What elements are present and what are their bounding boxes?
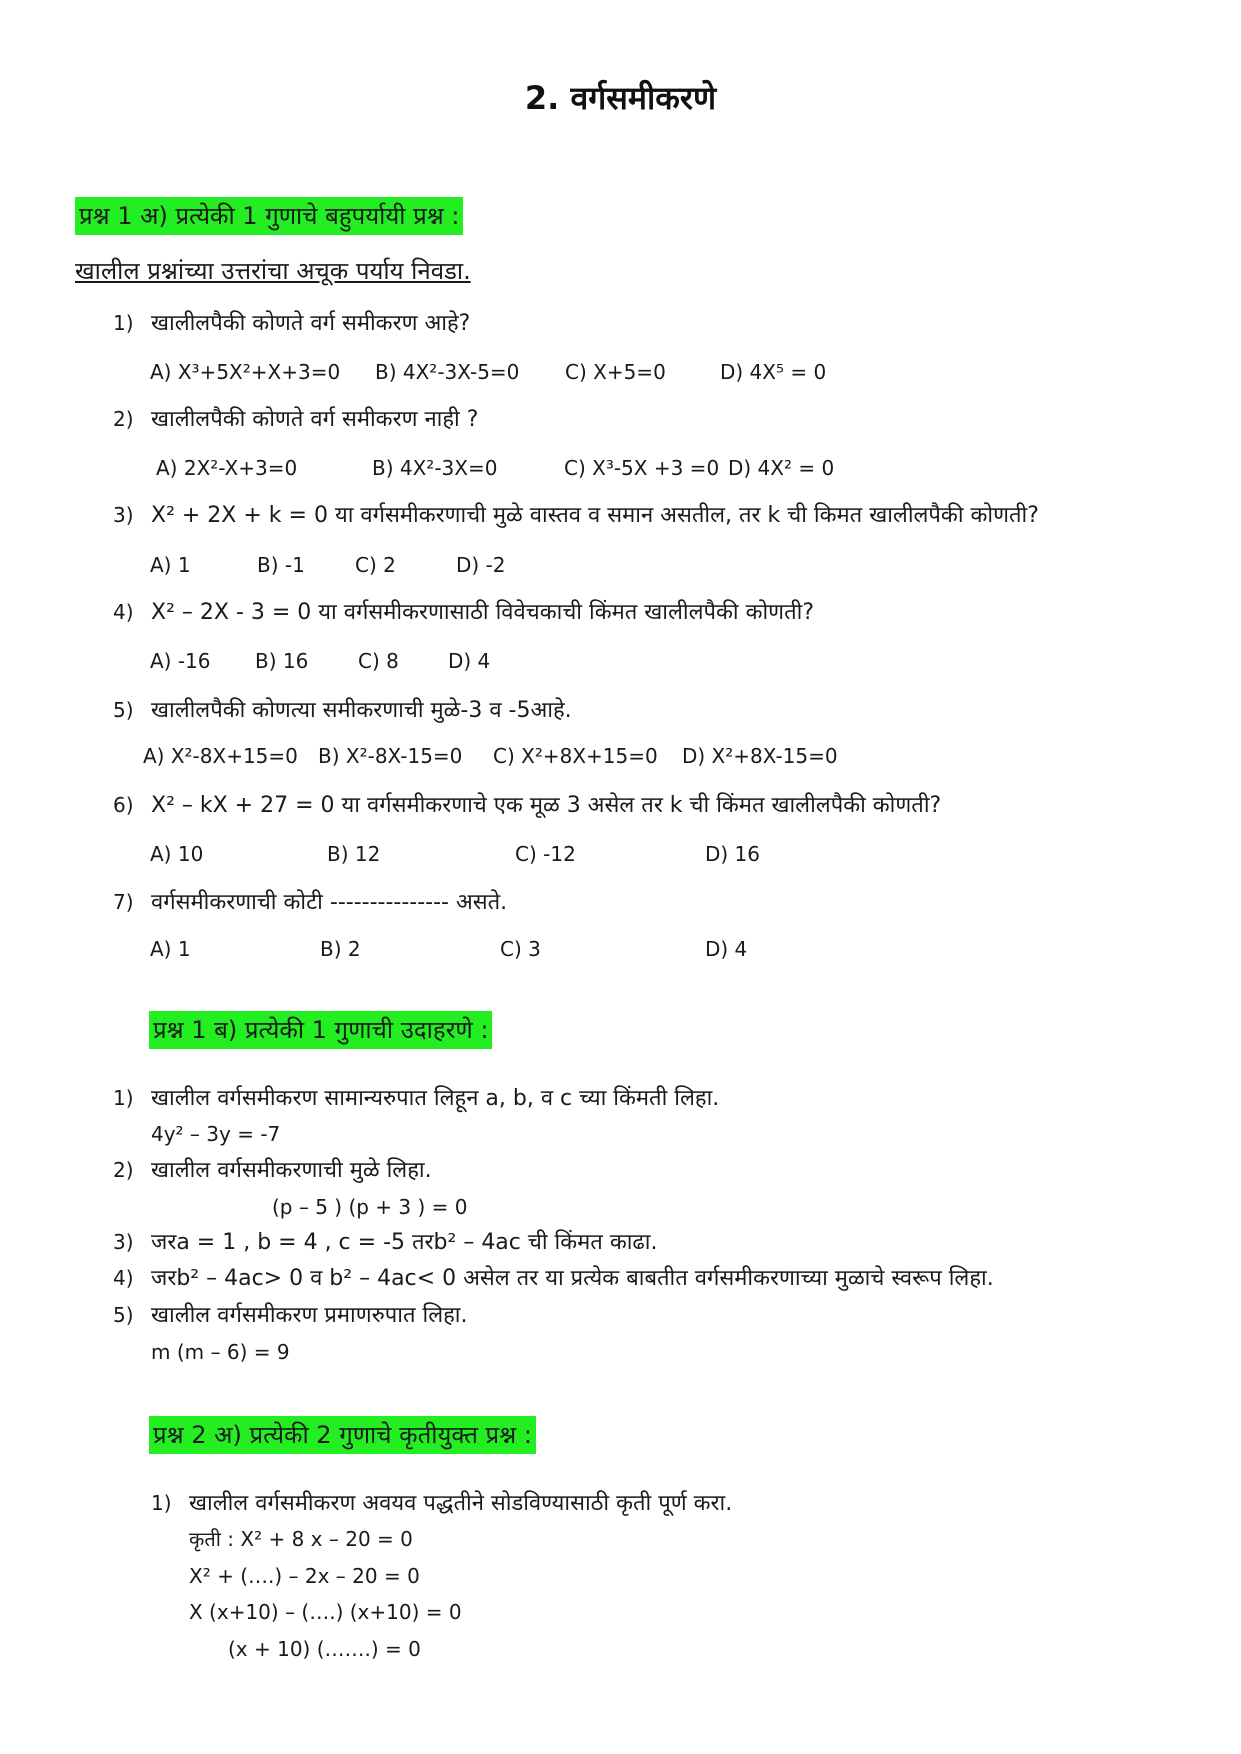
- question-1b-4: [113, 1263, 994, 1294]
- section-heading-2a: प्रश्न 2 अ) प्रत्येकी 2 गुणाचे कृतीयुक्त प्रश्न :: [149, 1416, 536, 1454]
- option-a: A) 10: [150, 842, 204, 866]
- question-text: खालील वर्गसमीकरण अवयव पद्धतीने सोडविण्यासाठी कृती पूर्ण करा.: [189, 1491, 733, 1516]
- question-text: खालील वर्गसमीकरणाची मुळे लिहा.: [151, 1158, 432, 1183]
- question-text: X² – 2X - 3 = 0 या वर्गसमीकरणासाठी विवेचकाची किंमत खालीलपैकी कोणती?: [151, 600, 815, 625]
- option-c: C) X³-5X +3 =0: [564, 456, 720, 480]
- option-c: C) X+5=0: [565, 360, 666, 384]
- question-1b-2: [113, 1155, 432, 1186]
- question-expression: 4y² – 3y = -7: [151, 1122, 281, 1146]
- activity-line-4: (x + 10) (…….) = 0: [228, 1637, 421, 1661]
- option-c: C) -12: [515, 842, 576, 866]
- question-1a-1: [113, 308, 470, 339]
- option-a: A) X²-8X+15=0: [143, 744, 298, 768]
- option-d: D) X²+8X-15=0: [682, 744, 838, 768]
- option-c: C) 3: [500, 937, 541, 961]
- question-number: 2): [113, 407, 134, 431]
- question-expression: m (m – 6) = 9: [151, 1340, 290, 1364]
- option-c: C) 2: [355, 553, 396, 577]
- question-text: X² + 2X + k = 0 या वर्गसमीकरणाची मुळे वास्तव व समान असतील, तर k ची किमत खालीलपैकी कोणती?: [151, 503, 1039, 528]
- option-a: A) -16: [150, 649, 211, 673]
- question-text: जरb² – 4ac> 0 व b² – 4ac< 0 असेल तर या प्रत्येक बाबतीत वर्गसमीकरणाच्या मुळाचे स्वरूप लिहा.: [151, 1266, 994, 1291]
- activity-line-1: कृती : X² + 8 x – 20 = 0: [189, 1527, 413, 1551]
- option-d: D) 4X² = 0: [728, 456, 835, 480]
- option-b: B) 16: [255, 649, 309, 673]
- instruction: खालील प्रश्नांच्या उत्तरांचा अचूक पर्याय निवडा.: [75, 257, 471, 285]
- option-d: D) 4X⁵ = 0: [720, 360, 827, 384]
- question-text: खालील वर्गसमीकरण प्रमाणरुपात लिहा.: [151, 1303, 468, 1328]
- question-1a-7: [113, 887, 507, 918]
- question-number: 4): [113, 600, 134, 624]
- question-text: वर्गसमीकरणाची कोटी --------------- असते.: [151, 890, 508, 915]
- option-b: B) 12: [327, 842, 381, 866]
- question-number: 3): [113, 503, 134, 527]
- question-number: 7): [113, 890, 134, 914]
- question-2a-1: [151, 1488, 732, 1519]
- question-1a-3: [113, 500, 1039, 531]
- question-1b-5: [113, 1300, 468, 1331]
- option-d: D) -2: [456, 553, 506, 577]
- question-1a-6: [113, 790, 941, 821]
- question-1a-5: [113, 695, 572, 726]
- option-d: D) 4: [705, 937, 748, 961]
- question-number: 1): [113, 1086, 134, 1110]
- option-b: B) 4X²-3X=0: [372, 456, 498, 480]
- option-d: D) 4: [448, 649, 491, 673]
- option-a: A) X³+5X²+X+3=0: [150, 360, 341, 384]
- question-1b-1: [113, 1083, 719, 1114]
- option-a: A) 1: [150, 937, 191, 961]
- option-c: C) X²+8X+15=0: [493, 744, 658, 768]
- option-a: A) 1: [150, 553, 191, 577]
- option-b: B) 2: [320, 937, 361, 961]
- question-1a-4: [113, 597, 814, 628]
- question-number: 1): [151, 1491, 172, 1515]
- question-text: खालीलपैकी कोणत्या समीकरणाची मुळे-3 व -5आहे.: [151, 698, 572, 723]
- question-1a-2: [113, 404, 478, 435]
- question-number: 5): [113, 698, 134, 722]
- option-b: B) -1: [257, 553, 305, 577]
- question-number: 3): [113, 1230, 134, 1254]
- question-number: 1): [113, 311, 134, 335]
- question-number: 6): [113, 793, 134, 817]
- question-text: जरa = 1 , b = 4 , c = -5 तरb² – 4ac ची किंमत काढा.: [151, 1230, 658, 1255]
- page-title: 2. वर्गसमीकरणे: [524, 79, 717, 117]
- option-b: B) X²-8X-15=0: [318, 744, 463, 768]
- question-number: 4): [113, 1266, 134, 1290]
- question-expression: (p – 5 ) (p + 3 ) = 0: [272, 1195, 468, 1219]
- section-heading-1b: प्रश्न 1 ब) प्रत्येकी 1 गुणाची उदाहरणे :: [149, 1011, 492, 1049]
- option-c: C) 8: [358, 649, 399, 673]
- section-heading-1a: प्रश्न 1 अ) प्रत्येकी 1 गुणाचे बहुपर्यायी प्रश्न :: [75, 197, 463, 235]
- option-b: B) 4X²-3X-5=0: [375, 360, 520, 384]
- question-number: 2): [113, 1158, 134, 1182]
- activity-line-2: X² + (….) – 2x – 20 = 0: [189, 1564, 420, 1588]
- question-text: खालीलपैकी कोणते वर्ग समीकरण आहे?: [151, 311, 471, 336]
- question-1b-3: [113, 1227, 658, 1258]
- option-a: A) 2X²-X+3=0: [156, 456, 298, 480]
- question-text: X² – kX + 27 = 0 या वर्गसमीकरणाचे एक मूळ 3 असेल तर k ची किंमत खालीलपैकी कोणती?: [151, 793, 942, 818]
- question-number: 5): [113, 1303, 134, 1327]
- question-text: खालील वर्गसमीकरण सामान्यरुपात लिहून a, b, व c च्या किंमती लिहा.: [151, 1086, 720, 1111]
- option-d: D) 16: [705, 842, 761, 866]
- activity-line-3: X (x+10) – (….) (x+10) = 0: [189, 1600, 462, 1624]
- question-text: खालीलपैकी कोणते वर्ग समीकरण नाही ?: [151, 407, 479, 432]
